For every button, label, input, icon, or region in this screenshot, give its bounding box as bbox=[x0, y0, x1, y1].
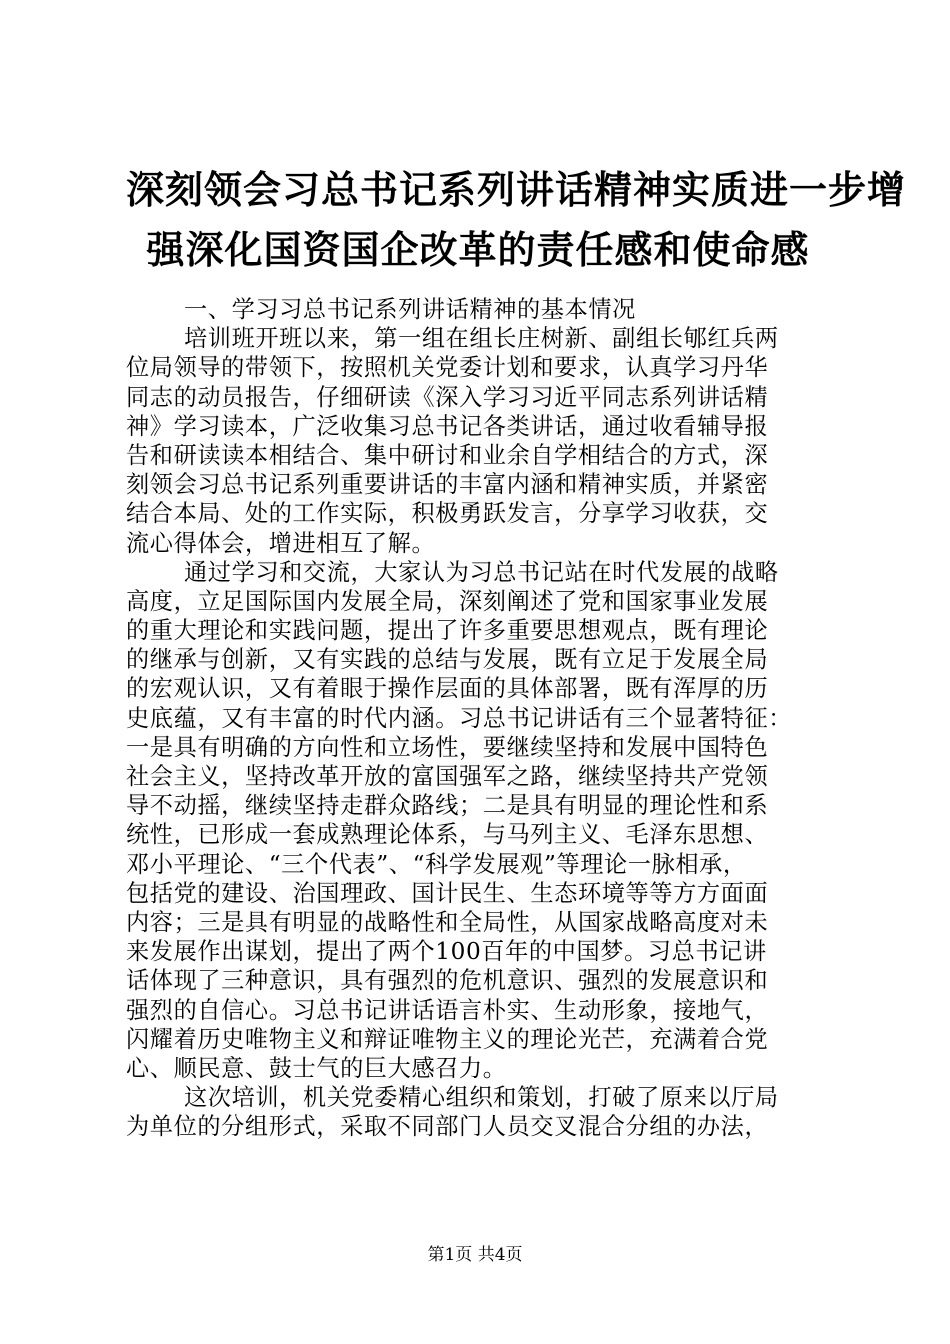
paragraph-line: 导不动摇，继续坚持走群众路线；二是具有明显的理论性和系 bbox=[126, 792, 769, 820]
paragraph-line: 强烈的自信心。习总书记讲话语言朴实、生动形象，接地气， bbox=[126, 996, 769, 1024]
paragraph-line: 闪耀着历史唯物主义和辩证唯物主义的理论光芒，充满着合党 bbox=[126, 1025, 769, 1053]
document-body bbox=[126, 295, 832, 1141]
paragraph-line: 的宏观认识，又有着眼于操作层面的具体部署，既有浑厚的历 bbox=[126, 675, 769, 703]
section-heading: 一、学习习总书记系列讲话精神的基本情况 bbox=[184, 296, 636, 323]
paragraph-line: 为单位的分组形式，采取不同部门人员交叉混合分组的办法， bbox=[126, 1113, 769, 1141]
paragraph-3 bbox=[126, 1083, 832, 1141]
paragraph-line: 史底蕴，又有丰富的时代内涵。习总书记讲话有三个显著特征： bbox=[126, 704, 793, 732]
paragraph-line: 流心得体会，增进相互了解。 bbox=[126, 529, 436, 557]
paragraph-line: 位局领导的带领下，按照机关党委计划和要求，认真学习丹华 bbox=[126, 354, 769, 382]
paragraph-line: 话体现了三种意识，具有强烈的危机意识、强烈的发展意识和 bbox=[126, 967, 769, 995]
paragraph-line: 神》学习读本，广泛收集习总书记各类讲话，通过收看辅导报 bbox=[126, 412, 769, 440]
page-number-footer: 第1页 共4页 bbox=[427, 1245, 523, 1265]
paragraph-line: 的继承与创新，又有实践的总结与发展，既有立足于发展全局 bbox=[126, 646, 769, 674]
paragraph-line: 同志的动员报告，仔细研读《深入学习习近平同志系列讲话精 bbox=[126, 383, 769, 411]
document-title bbox=[126, 160, 907, 280]
paragraph-line: 邓小平理论、“三个代表”、“科学发展观”等理论一脉相承， bbox=[126, 850, 747, 878]
paragraph-line: 告和研读读本相结合、集中研讨和业余自学相结合的方式，深 bbox=[126, 441, 769, 469]
paragraph-line: 统性，已形成一套成熟理论体系，与马列主义、毛泽东思想、 bbox=[126, 821, 769, 849]
paragraph-line: 的重大理论和实践问题，提出了许多重要思想观点，既有理论 bbox=[126, 617, 769, 645]
paragraph-line: 结合本局、处的工作实际，积极勇跃发言，分享学习收获，交 bbox=[126, 500, 769, 528]
paragraph-line: 社会主义，坚持改革开放的富国强军之路，继续坚持共产党领 bbox=[126, 763, 769, 790]
paragraph-2 bbox=[126, 558, 832, 1083]
title-line: 深刻领会习总书记系列讲话精神实质进一步增 bbox=[126, 167, 907, 212]
paragraph-line: 一是具有明确的方向性和立场性，要继续坚持和发展中国特色 bbox=[126, 733, 769, 761]
paragraph-line: 培训班开班以来，第一组在组长庄树新、副组长郇红兵两 bbox=[184, 325, 779, 353]
paragraph-line: 内容；三是具有明显的战略性和全局性，从国家战略高度对未 bbox=[126, 908, 769, 936]
paragraph-line: 包括党的建设、治国理政、国计民生、生态环境等等方方面面 bbox=[126, 879, 769, 907]
paragraph-line: 这次培训，机关党委精心组织和策划，打破了原来以厅局 bbox=[184, 1084, 779, 1112]
paragraph-line: 刻领会习总书记系列重要讲话的丰富内涵和精神实质，并紧密 bbox=[126, 471, 769, 499]
title-line: 强深化国资国企改革的责任感和使命感 bbox=[146, 227, 810, 272]
paragraph-line: 高度，立足国际国内发展全局，深刻阐述了党和国家事业发展 bbox=[126, 587, 769, 615]
paragraph-1 bbox=[126, 324, 832, 558]
paragraph-line: 心、顺民意、鼓士气的巨大感召力。 bbox=[126, 1054, 507, 1082]
paragraph-line: 来发展作出谋划，提出了两个100百年的中国梦。习总书记讲 bbox=[126, 938, 767, 966]
paragraph-line: 通过学习和交流，大家认为习总书记站在时代发展的战略 bbox=[184, 558, 779, 586]
